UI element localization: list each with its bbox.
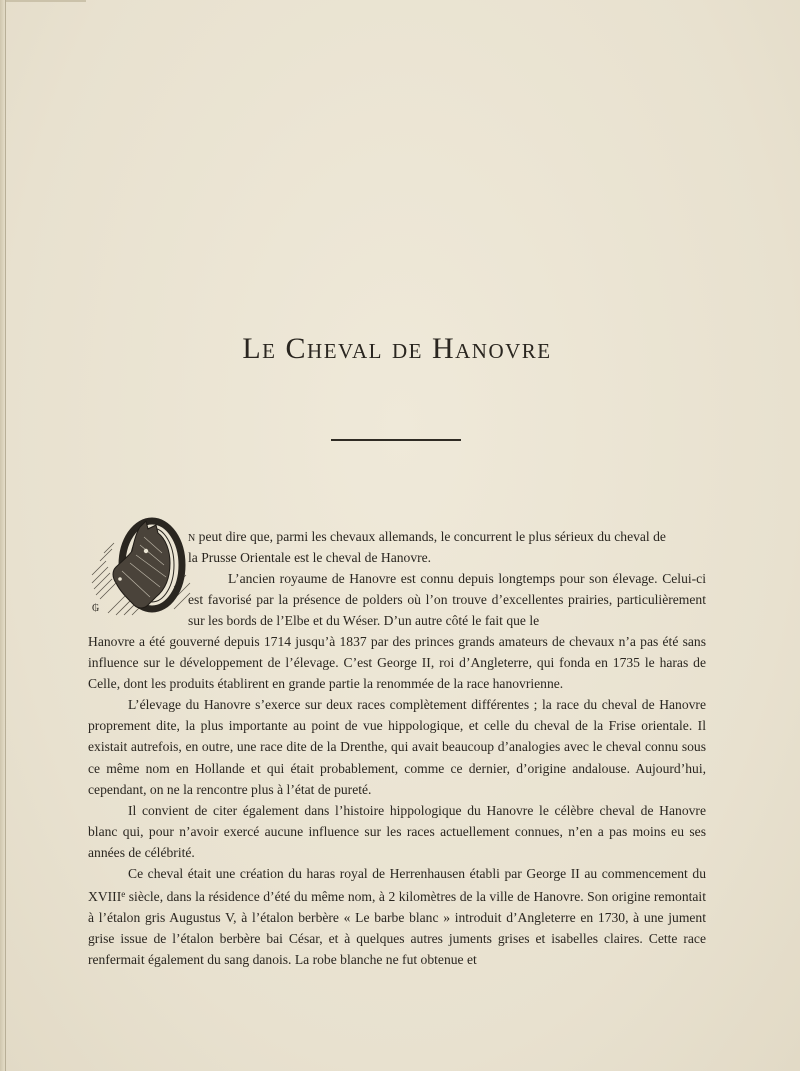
- paragraph-3: L’élevage du Hanovre s’exerce sur deux races complètement différentes ; la race du cheval de Hanovre proprement dite, la plus importante au point de vue hippologique, et celle du cheval de la Frise orientale. Il existait autrefois, en outre, une race dite de la Drenthe, qui avait beaucoup d’analogies avec le cheval connu sous ce même nom en Hollande et qui était probablement, comme ce dernier, d’origine andalouse. Aujourd’hui, cependant, on ne la rencontre plus à l’état de pureté.: [88, 697, 706, 797]
- page-title: Le Cheval de Hanovre: [242, 332, 552, 366]
- paragraph-5-superscript: e: [121, 889, 126, 900]
- opening-paragraph: [188, 526, 706, 631]
- drop-cap-horse-head-ornament: [86, 517, 198, 621]
- paragraph-5: [88, 863, 706, 970]
- paragraph-5-part-2: siècle, dans la résidence d’été du même nom, à 2 kilomètres de la ville de Hanovre. Son origine remontait à l’étalon gris Augustus V, à l’étalon berbère « Le barbe blanc » introduit d’Angleterre en 1730, à une jument grise issue de l’étalon berbère bai César, et à quelques autres juments grises et isabelles claires. Cette race renfermait également du sang danois. La robe blanche ne fut obtenue et: [88, 889, 706, 968]
- body-text: [88, 631, 706, 971]
- opening-line-2: la Prusse Orientale est le cheval de Hanovre.: [188, 550, 432, 566]
- drop-cap-continuation: n: [188, 529, 196, 544]
- page-top-mark: [6, 0, 86, 2]
- paragraph-4: Il convient de citer également dans l’histoire hippologique du Hanovre le célèbre cheval de Hanovre blanc qui, pour n’avoir exercé aucune influence sur les races actuellement connues, n’en a pas moins eu ses années de célébrité.: [88, 802, 706, 860]
- title-rule: [331, 439, 461, 441]
- svg-text:₲: ₲: [92, 603, 100, 614]
- paragraph-2-start: L’ancien royaume de Hanovre est connu depuis longtemps pour son élevage. Celui-ci est favorisé par la présence de polders où l’on trouve d’excellentes prairies, particulièrement sur les bords de l’Elbe et du Wéser. D’un autre côté le fait que le: [188, 571, 706, 629]
- paragraph-5-part-1: Ce cheval était une création du haras royal de Herrenhausen établi par George II au commencement du XVIII: [88, 866, 706, 905]
- paragraph-2-continued: Hanovre a été gouverné depuis 1714 jusqu’à 1837 par des princes grands amateurs de chevaux n’a pas été sans influence sur le développement de l’élevage. C’est George II, roi d’Angleterre, qui fonda en 1735 le haras de Celle, dont les produits établirent en grande partie la renommée de la race hanovrienne.: [88, 634, 706, 692]
- opening-line-1: peut dire que, parmi les chevaux allemands, le concurrent le plus sérieux du cheval de: [198, 529, 666, 544]
- page-binding-line: [5, 0, 6, 1071]
